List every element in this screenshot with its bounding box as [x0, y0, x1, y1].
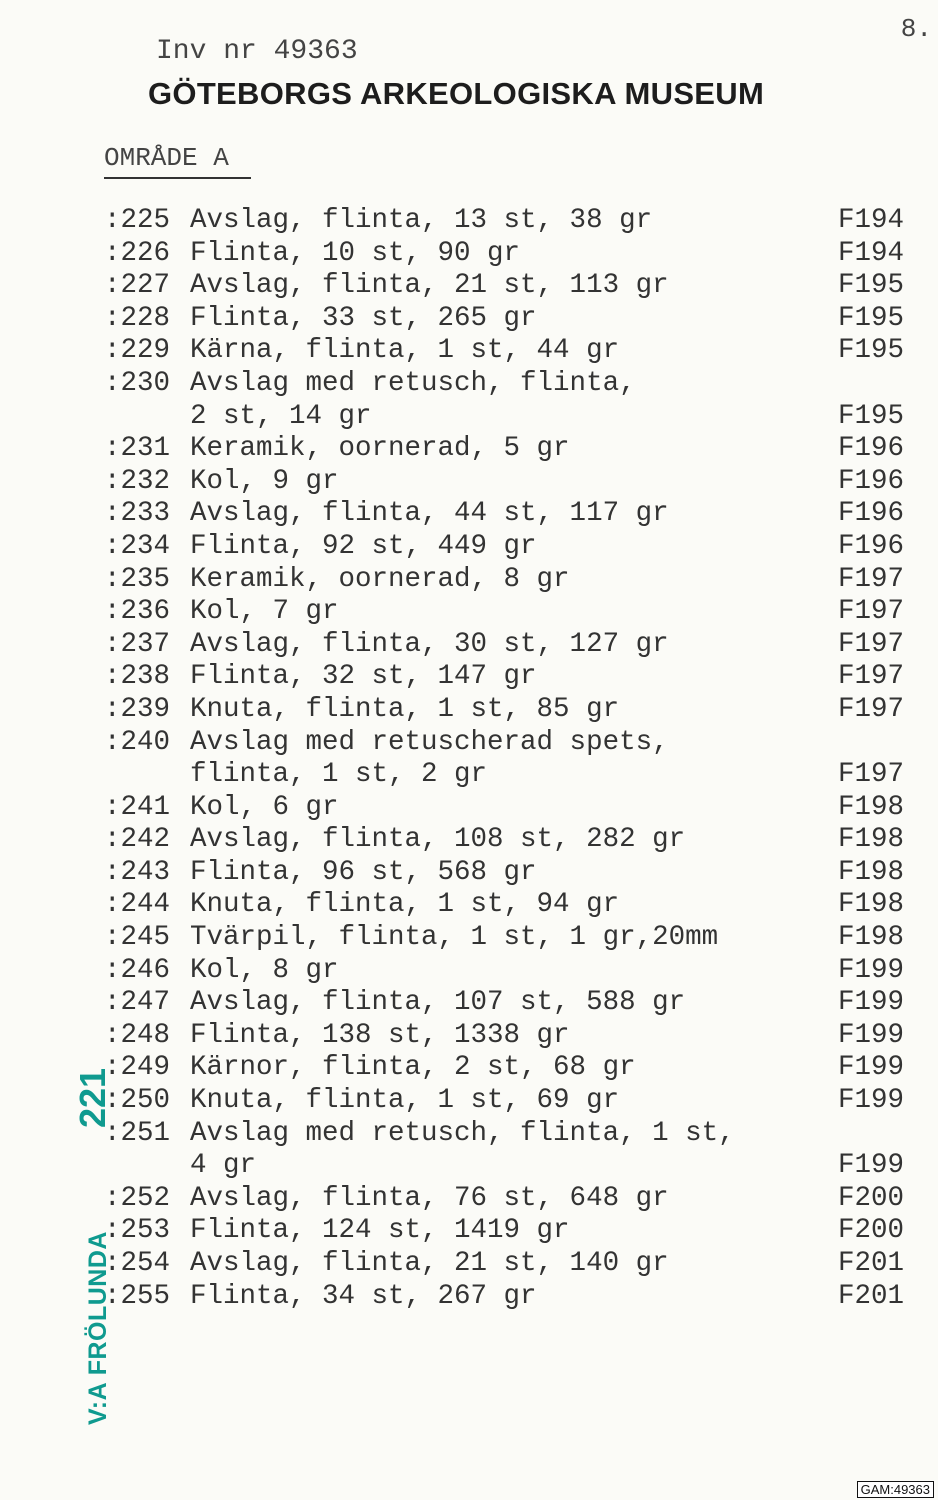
- catalog-number: :247: [104, 987, 171, 1019]
- find-code: F194: [837, 205, 904, 236]
- catalog-description: Avslag med retuscherad spets,: [190, 726, 669, 758]
- catalog-row: [104, 596, 904, 629]
- catalog-description: Flinta, 10 st, 90 gr: [190, 237, 521, 269]
- catalog-description: Avslag med retusch, flinta,: [190, 367, 636, 399]
- find-code: F197: [837, 661, 904, 693]
- catalog-row: [104, 889, 904, 922]
- find-code: F198: [837, 922, 904, 954]
- catalog-number: :248: [104, 1019, 171, 1051]
- catalog-description: Avslag med retusch, flinta, 1 st,: [190, 1117, 735, 1149]
- catalog-row: [104, 1183, 904, 1216]
- find-code: F199: [837, 1150, 904, 1182]
- catalog-row: [104, 727, 904, 760]
- catalog-row: [104, 987, 904, 1020]
- find-code: F196: [837, 465, 904, 497]
- find-code: F201: [837, 1248, 904, 1279]
- catalog-description: Flinta, 92 st, 449 gr: [190, 530, 537, 562]
- catalog-description: Avslag, flinta, 108 st, 282 gr: [190, 824, 686, 856]
- find-code: F197: [837, 596, 904, 628]
- find-code: F198: [837, 889, 904, 921]
- catalog-description: Flinta, 32 st, 147 gr: [190, 661, 537, 693]
- catalog-number: :255: [104, 1280, 171, 1312]
- find-code: F197: [837, 759, 904, 791]
- catalog-row: [104, 498, 904, 531]
- find-code: F197: [837, 628, 904, 660]
- site-number-stamp: 221: [72, 1067, 113, 1128]
- catalog-row: [104, 1085, 904, 1118]
- find-code: F197: [837, 693, 904, 725]
- find-code: F200: [837, 1182, 904, 1214]
- catalog-row: [104, 661, 904, 694]
- catalog-number: :231: [104, 433, 171, 465]
- catalog-number: :237: [104, 628, 171, 660]
- catalog-row: [104, 1215, 904, 1248]
- catalog-number: :232: [104, 465, 171, 497]
- museum-name: GÖTEBORGS ARKEOLOGISKA MUSEUM: [148, 76, 765, 111]
- catalog-number: :226: [104, 237, 171, 269]
- catalog-row: [104, 433, 904, 466]
- catalog-row: [104, 922, 904, 955]
- find-code: F199: [837, 954, 904, 986]
- find-code: F198: [837, 791, 904, 823]
- catalog-row: [104, 205, 904, 238]
- catalog-row: [104, 531, 904, 564]
- catalog-description: Keramik, oornerad, 5 gr: [190, 433, 570, 465]
- find-code: F195: [837, 335, 904, 367]
- catalog-number: :236: [104, 596, 171, 628]
- catalog-description: Flinta, 124 st, 1419 gr: [190, 1215, 570, 1247]
- catalog-row: [104, 1248, 904, 1281]
- find-code: F196: [837, 498, 904, 530]
- catalog-description: Avslag, flinta, 44 st, 117 gr: [190, 498, 669, 530]
- catalog-description: Avslag, flinta, 76 st, 648 gr: [190, 1182, 669, 1214]
- inventory-number: Inv nr 49363: [156, 36, 358, 67]
- catalog-number: :229: [104, 335, 171, 367]
- catalog-number: :251: [104, 1117, 171, 1149]
- catalog-row: [104, 694, 904, 727]
- catalog-description: Kärnor, flinta, 2 st, 68 gr: [190, 1052, 636, 1084]
- catalog-number: :244: [104, 889, 171, 921]
- catalog-row: [104, 335, 904, 368]
- find-code: F195: [837, 400, 904, 432]
- catalog-row: [104, 955, 904, 988]
- catalog-number: :245: [104, 922, 171, 954]
- catalog-row: [104, 303, 904, 336]
- catalog-description: Knuta, flinta, 1 st, 69 gr: [190, 1085, 620, 1117]
- catalog-description: 2 st, 14 gr: [190, 400, 372, 432]
- catalog-row: [104, 270, 904, 303]
- find-code: F195: [837, 270, 904, 302]
- catalog-number: :242: [104, 824, 171, 856]
- catalog-description: Flinta, 138 st, 1338 gr: [190, 1019, 570, 1051]
- find-code: F200: [837, 1215, 904, 1247]
- find-code: F201: [837, 1280, 904, 1312]
- catalog-row: [104, 1150, 904, 1183]
- catalog-number: :249: [104, 1052, 171, 1084]
- catalog-number: :243: [104, 856, 171, 888]
- catalog-number: :227: [104, 270, 171, 302]
- find-code: F199: [837, 1019, 904, 1051]
- find-code: F199: [837, 1052, 904, 1084]
- catalog-number: :252: [104, 1182, 171, 1214]
- catalog-row: [104, 1020, 904, 1053]
- catalog-row: [104, 824, 904, 857]
- catalog-description: Tvärpil, flinta, 1 st, 1 gr,20mm: [190, 922, 719, 954]
- catalog-row: [104, 401, 904, 434]
- catalog-number: :250: [104, 1085, 171, 1117]
- catalog-number: :239: [104, 693, 171, 725]
- find-code: F197: [837, 563, 904, 595]
- catalog-number: :235: [104, 563, 171, 595]
- catalog-number: :234: [104, 530, 171, 562]
- catalog-description: Avslag, flinta, 21 st, 113 gr: [190, 270, 669, 302]
- catalog-description: 4 gr: [190, 1150, 257, 1182]
- catalog-row: [104, 1118, 904, 1151]
- find-code: F194: [837, 237, 904, 269]
- catalog-description: Kol, 7 gr: [190, 596, 339, 628]
- catalog-number: :240: [104, 726, 171, 758]
- catalog-description: Flinta, 34 st, 267 gr: [190, 1280, 537, 1312]
- catalog-description: flinta, 1 st, 2 gr: [190, 759, 488, 791]
- catalog-row: [104, 792, 904, 825]
- catalog-description: Keramik, oornerad, 8 gr: [190, 563, 570, 595]
- find-code: F195: [837, 302, 904, 334]
- find-code: F199: [837, 1085, 904, 1117]
- catalog-description: Knuta, flinta, 1 st, 85 gr: [190, 693, 620, 725]
- catalog-number: :228: [104, 302, 171, 334]
- find-code: F198: [837, 856, 904, 888]
- catalog-description: Kärna, flinta, 1 st, 44 gr: [190, 335, 620, 367]
- catalog-description: Avslag, flinta, 107 st, 588 gr: [190, 987, 686, 1019]
- archive-id-stamp: GAM:49363: [857, 1481, 934, 1498]
- catalog-description: Avslag, flinta, 21 st, 140 gr: [190, 1248, 669, 1279]
- catalog-number: :246: [104, 954, 171, 986]
- catalog-row: [104, 857, 904, 890]
- catalog-row: [104, 368, 904, 401]
- page-number: 8.: [900, 14, 932, 44]
- catalog-description: Avslag, flinta, 13 st, 38 gr: [190, 205, 653, 236]
- catalog-description: Flinta, 33 st, 265 gr: [190, 302, 537, 334]
- site-label-stamp: V:A FRÖLUNDA: [84, 1231, 112, 1425]
- catalog-description: Avslag, flinta, 30 st, 127 gr: [190, 628, 669, 660]
- catalog-list: [104, 205, 904, 1313]
- catalog-row: [104, 1281, 904, 1314]
- catalog-number: :233: [104, 498, 171, 530]
- catalog-description: Kol, 9 gr: [190, 465, 339, 497]
- find-code: F196: [837, 433, 904, 465]
- catalog-row: [104, 564, 904, 597]
- catalog-number: :225: [104, 205, 171, 236]
- area-heading: OMRÅDE A: [104, 143, 251, 179]
- catalog-row: [104, 466, 904, 499]
- catalog-description: Kol, 8 gr: [190, 954, 339, 986]
- catalog-description: Kol, 6 gr: [190, 791, 339, 823]
- catalog-number: :241: [104, 791, 171, 823]
- catalog-description: Knuta, flinta, 1 st, 94 gr: [190, 889, 620, 921]
- catalog-row: [104, 1052, 904, 1085]
- catalog-row: [104, 629, 904, 662]
- catalog-row: [104, 238, 904, 271]
- find-code: F199: [837, 987, 904, 1019]
- find-code: F198: [837, 824, 904, 856]
- catalog-description: Flinta, 96 st, 568 gr: [190, 856, 537, 888]
- catalog-number: :238: [104, 661, 171, 693]
- find-code: F196: [837, 530, 904, 562]
- catalog-number: :230: [104, 367, 171, 399]
- catalog-number: :254: [104, 1248, 171, 1279]
- catalog-number: :253: [104, 1215, 171, 1247]
- catalog-row: [104, 759, 904, 792]
